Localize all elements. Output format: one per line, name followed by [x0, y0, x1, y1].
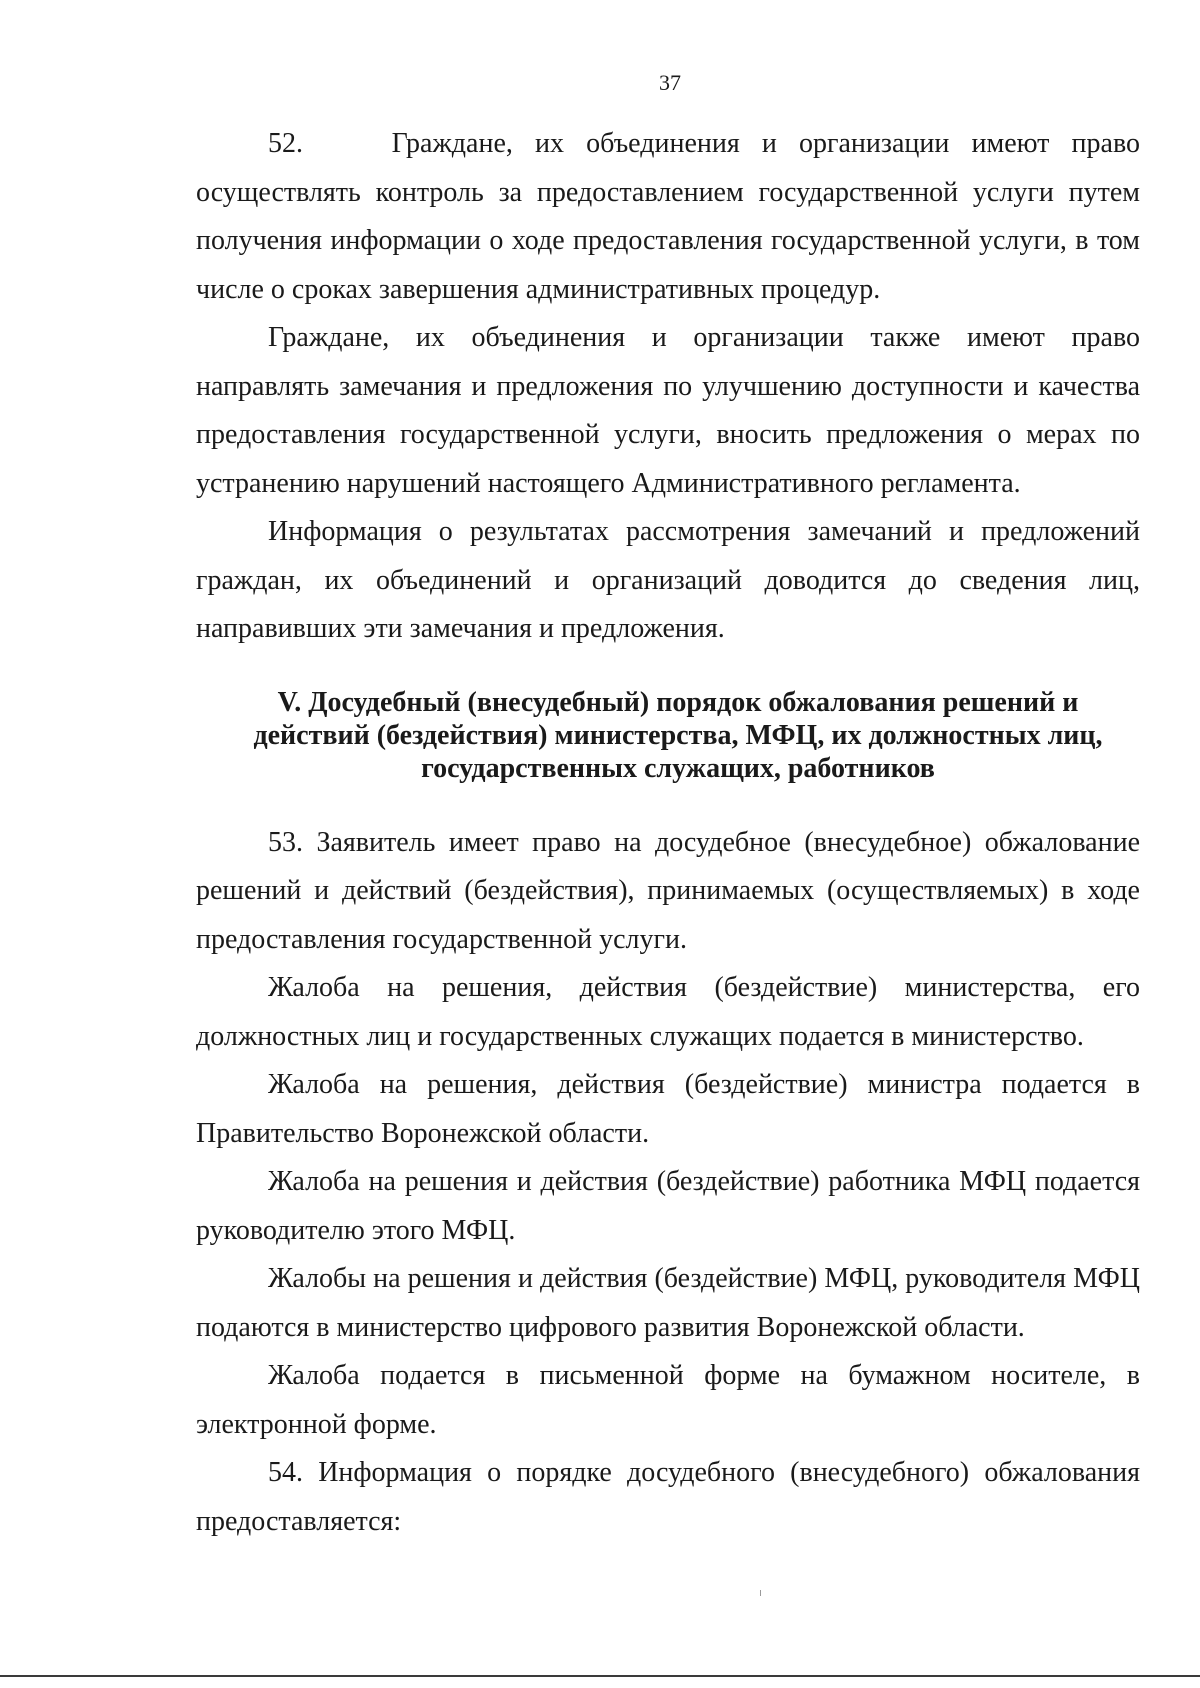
- paragraph-complaint-mfc-worker: Жалоба на решения и действия (бездействие) работника МФЦ подается руководителю этого МФЦ.: [196, 1166, 1140, 1246]
- document-body: [196, 120, 1140, 1546]
- paragraph-complaint-ministry: Жалоба на решения, действия (бездействие) министерства, его должностных лиц и государственных служащих подается в министерство.: [196, 972, 1140, 1052]
- section-heading-line: действий (бездействия) министерства, МФЦ, их должностных лиц,: [253, 719, 1103, 751]
- paragraph-52-results-info: Информация о результатах рассмотрения замечаний и предложений граждан, их объединений и организаций доводится до сведения лиц, направивших эти замечания и предложения.: [196, 516, 1140, 644]
- scan-artifact: [760, 1590, 761, 1596]
- paragraph-complaint-form: Жалоба подается в письменной форме на бумажном носителе, в электронной форме.: [196, 1360, 1140, 1440]
- paragraph-54: 54. Информация о порядке досудебного (внесудебного) обжалования предоставляется:: [196, 1457, 1140, 1537]
- page-number: 37: [659, 70, 681, 95]
- paragraph-52: 52. Граждане, их объединения и организации имеют право осуществлять контроль за предоставлением государственной услуги путем получения информации о ходе предоставления государственной услуги, в том числе о сроках завершения административных процедур.: [196, 128, 1140, 305]
- paragraph-52-citizens-rights: Граждане, их объединения и организации также имеют право направлять замечания и предложения по улучшению доступности и качества предоставления государственной услуги, вносить предложения о мерах по устранению нарушений настоящего Административного регламента.: [196, 322, 1140, 499]
- paragraph-complaint-mfc: Жалобы на решения и действия (бездействие) МФЦ, руководителя МФЦ подаются в министерство цифрового развития Воронежской области.: [196, 1263, 1140, 1343]
- paragraph-complaint-minister: Жалоба на решения, действия (бездействие) министра подается в Правительство Воронежской области.: [196, 1069, 1140, 1149]
- section-heading-line: государственных служащих, работников: [421, 752, 935, 784]
- section-v-heading: [196, 686, 1140, 785]
- section-heading-line: V. Досудебный (внесудебный) порядок обжалования решений и: [277, 686, 1079, 718]
- paragraph-53: 53. Заявитель имеет право на досудебное (внесудебное) обжалование решений и действий (бездействия), принимаемых (осуществляемых) в ходе предоставления государственной услуги.: [196, 826, 1140, 955]
- bottom-rule: [0, 1675, 1200, 1677]
